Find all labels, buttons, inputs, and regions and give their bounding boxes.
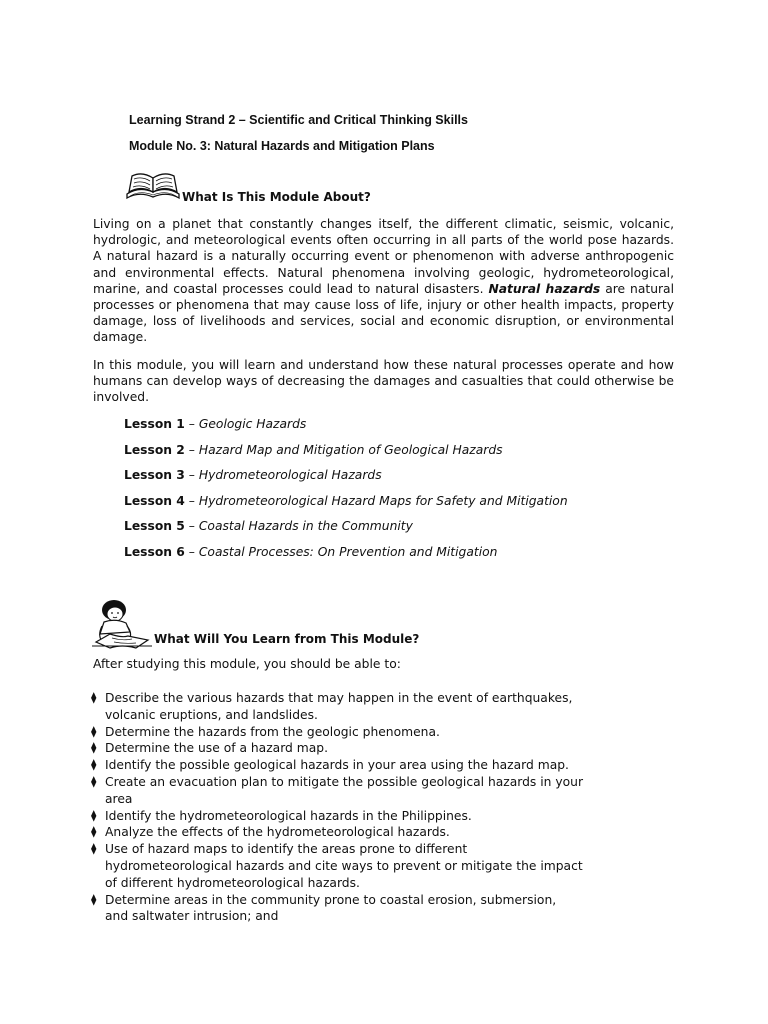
lesson-item <box>124 443 568 469</box>
objective-item <box>91 808 631 825</box>
diamond-bullet-icon: ⧫ <box>91 808 97 822</box>
natural-hazards-term: Natural hazards <box>488 281 601 296</box>
objective-line: Analyze the effects of the hydrometeorological hazards. <box>105 825 450 840</box>
about-paragraph-2: In this module, you will learn and understand how these natural processes operate and how humans can develop ways of decreasing the damages and casualties that could otherwise be involved. <box>93 358 674 405</box>
learn-module-heading: What Will You Learn from This Module? <box>154 632 420 646</box>
diamond-bullet-icon: ⧫ <box>91 741 97 755</box>
objective-line: area <box>105 791 133 806</box>
learning-strand-title: Learning Strand 2 – Scientific and Critical Thinking Skills <box>129 113 468 127</box>
lesson-label: Lesson 2 <box>124 442 185 457</box>
lesson-separator: – <box>184 519 199 533</box>
lesson-separator: – <box>184 468 199 482</box>
diamond-bullet-icon: ⧫ <box>91 758 97 772</box>
objective-item <box>91 824 631 841</box>
objectives-list <box>91 690 631 925</box>
objective-line: of different hydrometeorological hazards. <box>105 875 360 890</box>
about-paragraph-1-text: Living on a planet that constantly changes itself, the different climatic, seismic, volcanic, hydrologic, and meteorological events often occurring in all parts of the world pose hazards. A natural hazard is a naturally occurring event or phenomenon with adverse anthropogenic and environmental effects. Natural phenomena involving geologic, hydrometeorological, marine, and coastal processes could lead to natural disasters. <box>93 217 674 296</box>
objective-item <box>91 724 631 741</box>
lesson-title: Hazard Map and Mitigation of Geological Hazards <box>198 442 503 457</box>
diamond-bullet-icon: ⧫ <box>91 892 97 906</box>
objectives-intro: After studying this module, you should be able to: <box>93 657 401 671</box>
about-module-heading: What Is This Module About? <box>182 190 371 204</box>
diamond-bullet-icon: ⧫ <box>91 774 97 788</box>
lesson-item <box>124 519 568 545</box>
objective-line: Determine the use of a hazard map. <box>105 741 328 756</box>
lesson-label: Lesson 4 <box>124 493 185 508</box>
objective-item <box>91 841 631 891</box>
lesson-title: Hydrometeorological Hazard Maps for Safety and Mitigation <box>198 493 568 508</box>
objective-item <box>91 757 631 774</box>
lesson-title: Geologic Hazards <box>198 417 307 431</box>
lesson-title: Coastal Processes: On Prevention and Mitigation <box>198 544 498 559</box>
objective-item <box>91 690 631 724</box>
objective-item <box>91 774 631 808</box>
lesson-item <box>124 494 568 520</box>
diamond-bullet-icon: ⧫ <box>91 691 97 704</box>
about-paragraph-1-rest: are natural processes or phenomena that may cause loss of life, injury or other health impacts, property damage, loss of livelihoods and services, social and economic disruption, or environmental damage. <box>93 281 675 345</box>
lesson-separator: – <box>184 417 199 431</box>
lesson-item <box>124 468 568 494</box>
objective-line: Determine areas in the community prone to coastal erosion, submersion, <box>105 892 557 907</box>
lesson-label: Lesson 5 <box>124 519 185 533</box>
lesson-title: Coastal Hazards in the Community <box>198 519 413 533</box>
lesson-item <box>124 417 568 443</box>
diamond-bullet-icon: ⧫ <box>91 724 97 738</box>
lesson-separator: – <box>184 544 199 559</box>
diamond-bullet-icon: ⧫ <box>91 842 97 856</box>
open-book-icon <box>124 168 182 202</box>
objective-item <box>91 892 631 926</box>
objective-line: hydrometeorological hazards and cite ways to prevent or mitigate the impact <box>105 858 583 873</box>
diamond-bullet-icon: ⧫ <box>91 825 97 839</box>
lesson-label: Lesson 1 <box>124 417 185 431</box>
objective-line: and saltwater intrusion; and <box>105 909 279 924</box>
objective-line: volcanic eruptions, and landslides. <box>105 707 318 722</box>
objective-line: Identify the possible geological hazards in your area using the hazard map. <box>105 758 569 773</box>
objective-item <box>91 740 631 757</box>
lesson-label: Lesson 6 <box>124 544 185 559</box>
lesson-label: Lesson 3 <box>124 468 185 482</box>
lesson-item <box>124 545 568 571</box>
about-paragraph-1 <box>93 216 674 346</box>
lesson-separator: – <box>184 493 199 508</box>
objective-line: Determine the hazards from the geologic phenomena. <box>105 724 440 739</box>
objective-line: Identify the hydrometeorological hazards in the Philippines. <box>105 808 472 823</box>
objective-line: Describe the various hazards that may happen in the event of earthquakes, <box>105 691 573 705</box>
student-reading-icon <box>92 598 152 650</box>
module-title: Module No. 3: Natural Hazards and Mitigation Plans <box>129 139 435 153</box>
objective-line: Use of hazard maps to identify the areas prone to different <box>105 842 468 857</box>
objective-line: Create an evacuation plan to mitigate the possible geological hazards in your <box>105 774 583 789</box>
lesson-list <box>124 417 568 570</box>
lesson-title: Hydrometeorological Hazards <box>198 468 382 482</box>
lesson-separator: – <box>184 442 199 457</box>
